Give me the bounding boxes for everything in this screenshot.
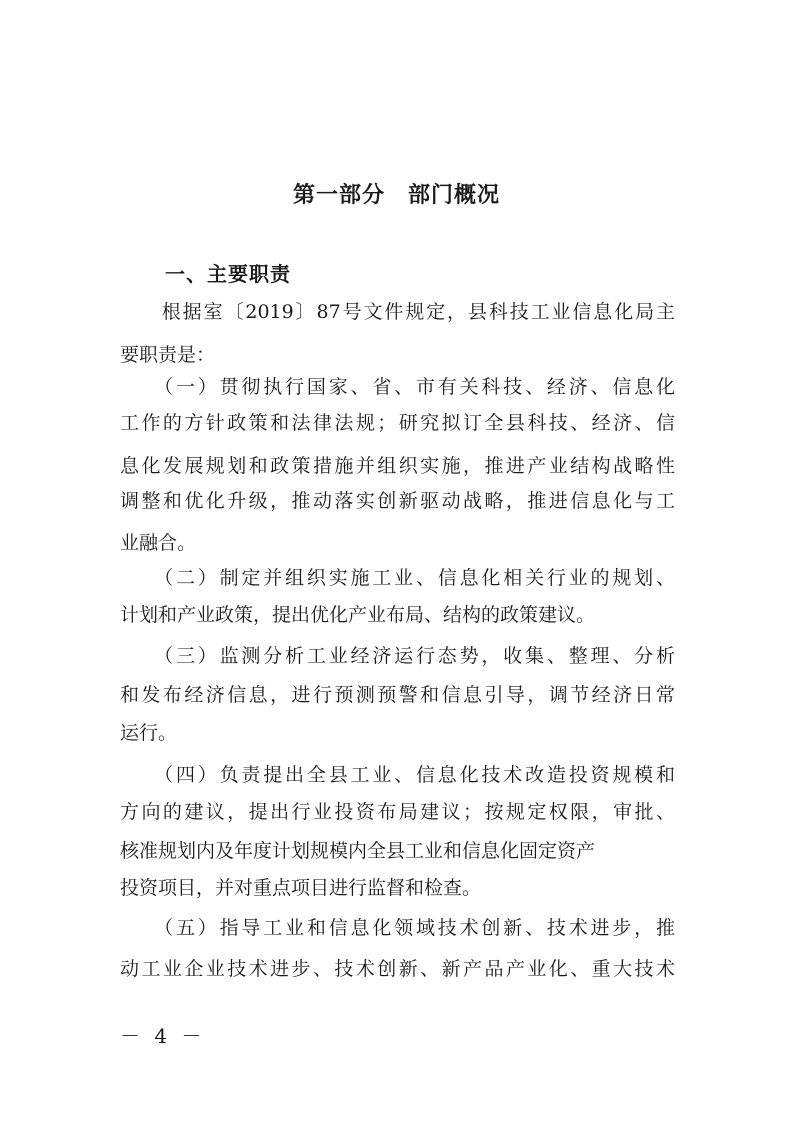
paragraph-line: 息化发展规划和政策措施并组织实施，推进产业结构战略性 <box>120 455 675 477</box>
paragraph-line: （五）指导工业和信息化领域技术创新、技术进步，推 <box>120 917 675 939</box>
paragraph-line: 核准规划内及年度计划规模内全县工业和信息化固定资产 <box>120 840 596 862</box>
page-number: － 4 － <box>120 1024 206 1048</box>
paragraph-line: 计划和产业政策，提出优化产业布局、结构的政策建议。 <box>120 604 596 626</box>
paragraph-line: 业融合。 <box>120 532 197 554</box>
paragraph-line: 调整和优化升级，推动落实创新驱动战略，推进信息化与工 <box>120 490 675 512</box>
paragraph-line: 工作的方针政策和法律法规；研究拟订全县科技、经济、信 <box>120 412 675 434</box>
paragraph-line: 要职责是： <box>120 344 216 366</box>
paragraph-line: （二）制定并组织实施工业、信息化相关行业的规划、 <box>120 567 675 589</box>
paragraph-line: （三）监测分析工业经济运行态势，收集、整理、分析 <box>120 645 675 667</box>
paragraph-line: 投资项目，并对重点项目进行监督和检查。 <box>120 877 482 899</box>
paragraph-line: 动工业企业技术进步、技术创新、新产品产业化、重大技术 <box>120 958 675 980</box>
paragraph-line: 和发布经济信息，进行预测预警和信息引导，调节经济日常 <box>120 684 675 706</box>
paragraph-line: 根据室〔2019〕87号文件规定，县科技工业信息化局主 <box>120 301 675 323</box>
paragraph-line: 运行。 <box>120 722 178 744</box>
section-heading: 一、主要职责 <box>165 262 291 286</box>
page-title: 第一部分 部门概况 <box>292 183 500 208</box>
paragraph-line: 方向的建议，提出行业投资布局建议；按规定权限，审批、 <box>120 801 675 823</box>
paragraph-line: （四）负责提出全县工业、信息化技术改造投资规模和 <box>120 764 675 786</box>
paragraph-line: （一）贯彻执行国家、省、市有关科技、经济、信息化 <box>120 376 675 398</box>
